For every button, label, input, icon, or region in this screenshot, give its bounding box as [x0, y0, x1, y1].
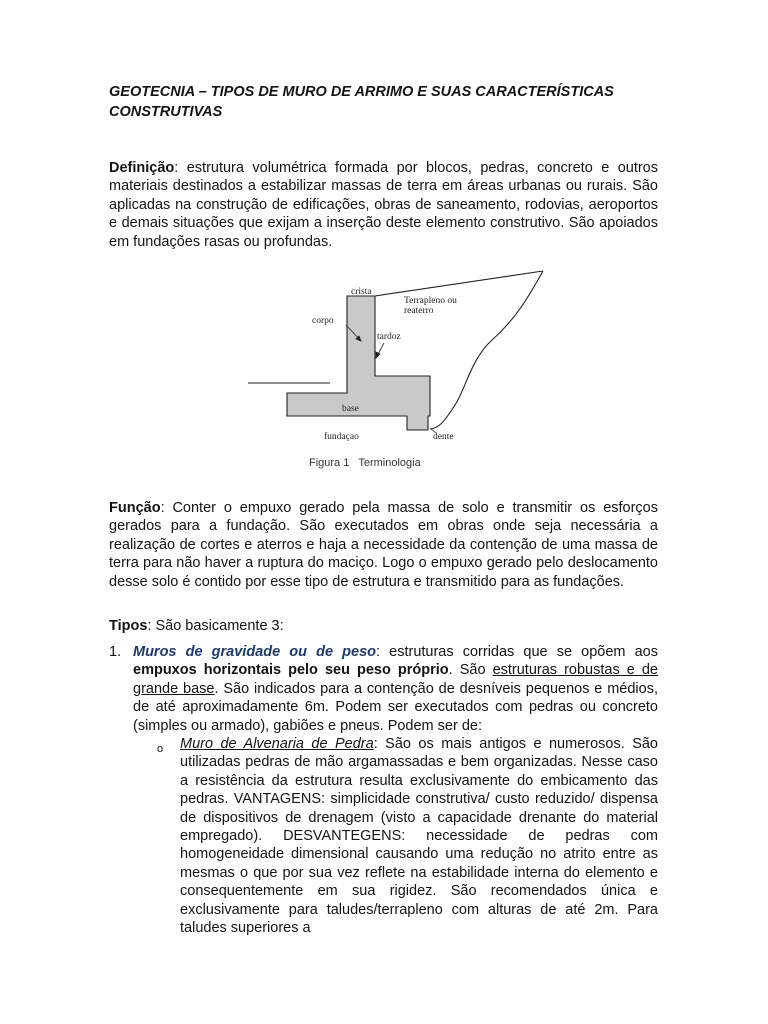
gravity-wall-text-a: : estruturas corridas que se opõem aos — [376, 644, 659, 660]
list-number-1: 1. — [109, 644, 122, 660]
subitem-stone-masonry — [180, 735, 658, 937]
gravity-wall-bold: empuxos horizontais pelo seu peso próprio — [133, 662, 449, 679]
label-reaterro: reaterro — [404, 306, 434, 316]
label-terrapleno: Terrapleno ou — [404, 296, 457, 306]
function-label: Função — [109, 500, 161, 516]
list-item-gravity-walls — [133, 643, 658, 735]
definition-paragraph — [109, 159, 658, 251]
bullet-icon: o — [157, 743, 164, 755]
function-text: : Conter o empuxo gerado pela massa de solo e transmitir os esforços gerados para a fundação. São executados em obras onde seja necessária a realização de cortes e aterros e haja a necessidade da contenção de uma massa de terra para não haver a ruptura do maciço. Logo o empuxo gerado pelo deslocamento desse solo é contido por esse tipo de estrutura e transmitido para as fundações. — [109, 500, 658, 590]
types-label: Tipos — [109, 618, 148, 634]
stone-masonry-title: Muro de Alvenaria de Pedra — [180, 736, 374, 752]
types-paragraph — [109, 617, 658, 635]
label-base: base — [342, 404, 359, 414]
gravity-wall-text-b: . São — [448, 662, 493, 679]
definition-label: Definição — [109, 160, 175, 176]
retaining-wall-figure — [246, 262, 546, 472]
types-text: : São basicamente 3: — [147, 618, 284, 634]
gravity-wall-text-c: . São indicados para a contenção de desníveis pequenos e médios, de até aproximadamente 6m. Podem ser executados com pedras ou concreto (simples ou armado), gabiões e pneus. Podem ser de: — [133, 680, 658, 734]
function-paragraph — [109, 499, 658, 591]
label-fundacao: fundaçao — [324, 432, 359, 442]
gravity-wall-underlined: estruturas robustas e de grande base — [133, 662, 658, 697]
document-title: GEOTECNIA – TIPOS DE MURO DE ARRIMO E SUAS CARACTERÍSTICAS CONSTRUTIVAS — [109, 84, 614, 120]
stone-masonry-text: : São os mais antigos e numerosos. São utilizadas pedras de mão argamassadas e bem organizadas. Nesse caso a resistência da estrutura resulta exclusivamente do embicamento das pedras. VANTAGENS: simplicidade construtiva/ custo reduzido/ dispensa de dispositivos de drenagem (visto a capacidade drenante do material empregado). DESVANTEGENS: necessidade de pedras com homogeneidade dimensional causando uma redução no atrito entre as mesmas o que por sua vez reflete na estabilidade interna do elemento e consequentemente em sua rigidez. São recomendados única e exclusivamente para taludes/terrapleno com alturas de até 2m. Para taludes superiores a — [180, 736, 658, 937]
definition-text: : estrutura volumétrica formada por blocos, pedras, concreto e outros materiais destinados a estabilizar massas de terra em áreas urbanas ou rurais. São aplicadas na construção de edificações, obras de saneamento, rodovias, aeroportos e demais situações que exijam a inserção deste elemento construtivo. São apoiados em fundações rasas ou profundas. — [109, 160, 658, 250]
label-dente: dente — [433, 432, 454, 442]
label-corpo: corpo — [312, 316, 334, 326]
label-tardoz: tardoz — [377, 332, 401, 342]
label-crista: crista — [351, 287, 372, 297]
gravity-wall-title: Muros de gravidade ou de peso — [133, 644, 376, 660]
figure-caption: Figura 1 Terminologia — [309, 457, 421, 469]
